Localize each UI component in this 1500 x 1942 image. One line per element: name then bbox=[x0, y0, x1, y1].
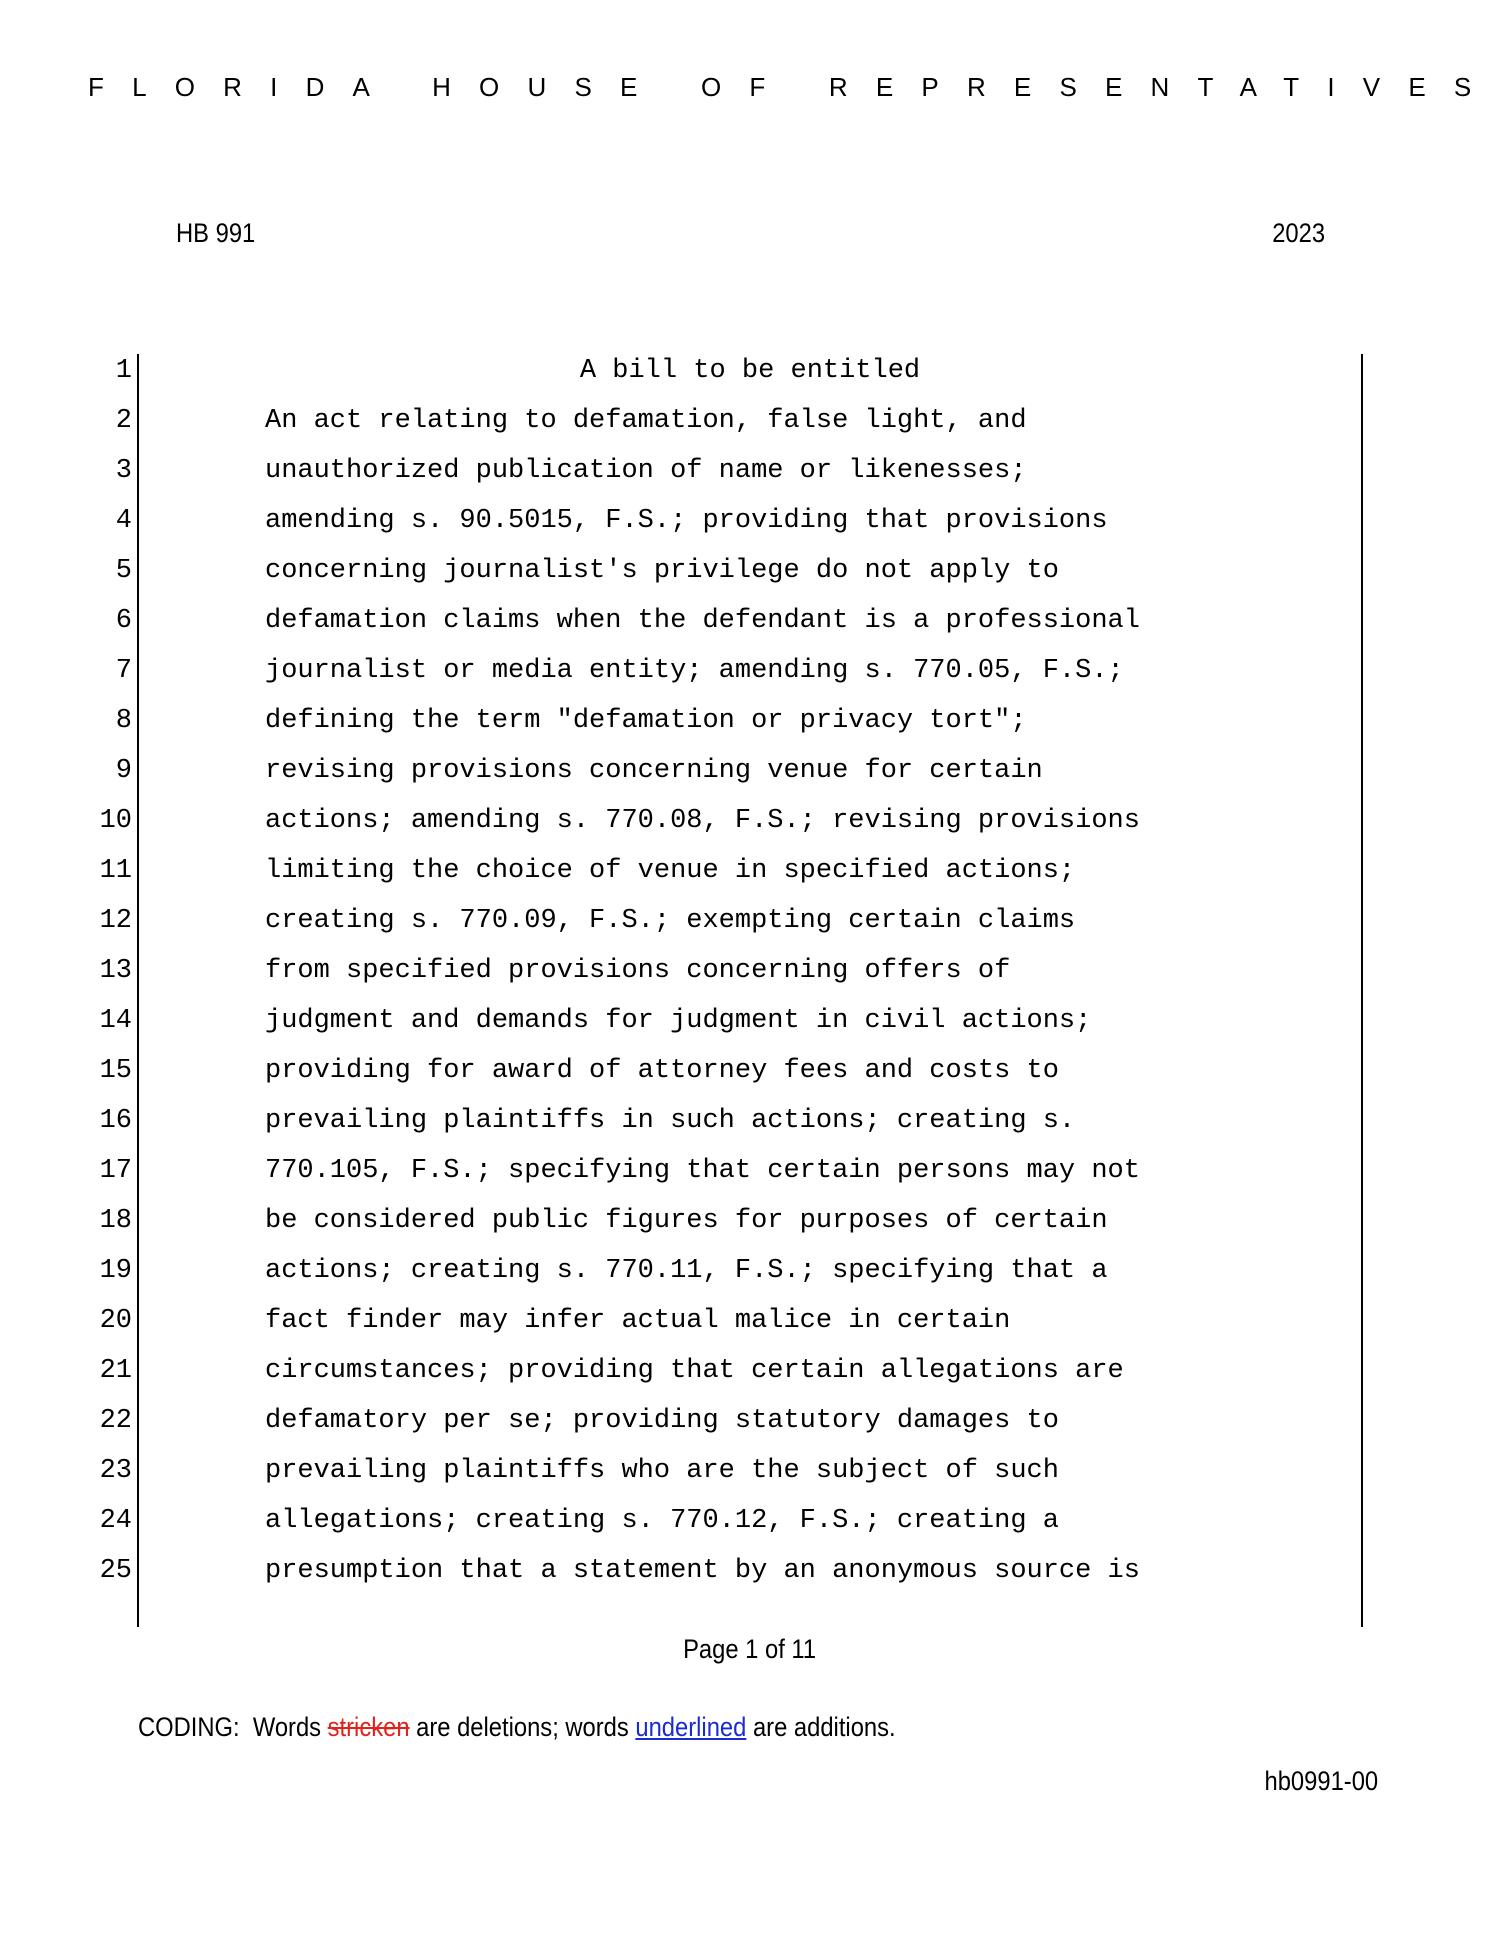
line-number: 20 bbox=[99, 1306, 132, 1336]
line-text: prevailing plaintiffs who are the subject of such bbox=[265, 1456, 1059, 1486]
line-number: 15 bbox=[99, 1056, 132, 1086]
bill-line bbox=[0, 504, 1500, 554]
line-text: amending s. 90.5015, F.S.; providing that provisions bbox=[265, 506, 1108, 536]
line-number: 1 bbox=[115, 356, 132, 386]
bill-line bbox=[0, 754, 1500, 804]
page-indicator bbox=[0, 1632, 1500, 1666]
line-text: An act relating to defamation, false light, and bbox=[265, 406, 1027, 436]
line-number: 6 bbox=[115, 606, 132, 636]
line-text: defining the term "defamation or privacy tort"; bbox=[265, 706, 1027, 736]
line-number: 2 bbox=[115, 406, 132, 436]
underlined-example: underlined bbox=[635, 1712, 747, 1742]
bill-line bbox=[0, 354, 1500, 404]
line-text: from specified provisions concerning offers of bbox=[265, 956, 1011, 986]
bill-number: HB 991 bbox=[176, 218, 256, 248]
bill-line bbox=[0, 1304, 1500, 1354]
line-number: 25 bbox=[99, 1556, 132, 1586]
line-number: 8 bbox=[115, 706, 132, 736]
document-code: hb0991-00 bbox=[1264, 1766, 1378, 1796]
coding-suffix: are additions. bbox=[746, 1712, 896, 1742]
line-text: defamation claims when the defendant is a professional bbox=[265, 606, 1140, 636]
line-number: 9 bbox=[115, 756, 132, 786]
line-text: prevailing plaintiffs in such actions; creating s. bbox=[265, 1106, 1076, 1136]
bill-line bbox=[0, 654, 1500, 704]
stricken-example: stricken bbox=[327, 1712, 410, 1742]
line-text: concerning journalist's privilege do not apply to bbox=[265, 556, 1059, 586]
bill-year: 2023 bbox=[1272, 218, 1325, 248]
bill-line bbox=[0, 804, 1500, 854]
line-text: journalist or media entity; amending s. 770.05, F.S.; bbox=[265, 656, 1124, 686]
coding-prefix: CODING: Words bbox=[138, 1712, 328, 1742]
bill-line bbox=[0, 904, 1500, 954]
bill-line bbox=[0, 704, 1500, 754]
line-number: 13 bbox=[99, 956, 132, 986]
line-number: 4 bbox=[115, 506, 132, 536]
line-text: actions; amending s. 770.08, F.S.; revising provisions bbox=[265, 806, 1140, 836]
line-text: defamatory per se; providing statutory damages to bbox=[265, 1406, 1059, 1436]
line-number: 10 bbox=[99, 806, 132, 836]
line-text: A bill to be entitled bbox=[579, 356, 921, 386]
line-number: 11 bbox=[99, 856, 132, 886]
line-number: 16 bbox=[99, 1106, 132, 1136]
line-text: unauthorized publication of name or likenesses; bbox=[265, 456, 1027, 486]
line-text: circumstances; providing that certain allegations are bbox=[265, 1356, 1124, 1386]
line-text: revising provisions concerning venue for certain bbox=[265, 756, 1043, 786]
page-number: Page 1 of 11 bbox=[683, 1634, 817, 1664]
line-number: 12 bbox=[99, 906, 132, 936]
bill-line bbox=[0, 1554, 1500, 1604]
bill-line bbox=[0, 1104, 1500, 1154]
bill-line bbox=[0, 1254, 1500, 1304]
line-number: 24 bbox=[99, 1506, 132, 1536]
bill-line bbox=[0, 554, 1500, 604]
line-number: 17 bbox=[99, 1156, 132, 1186]
bill-line bbox=[0, 1404, 1500, 1454]
bill-line bbox=[0, 454, 1500, 504]
line-text: judgment and demands for judgment in civil actions; bbox=[265, 1006, 1092, 1036]
line-text: presumption that a statement by an anonymous source is bbox=[265, 1556, 1140, 1586]
bill-line bbox=[0, 604, 1500, 654]
line-text: be considered public figures for purposes of certain bbox=[265, 1206, 1108, 1236]
bill-line bbox=[0, 1154, 1500, 1204]
line-number: 14 bbox=[99, 1006, 132, 1036]
bill-text bbox=[0, 354, 1500, 1604]
line-text: providing for award of attorney fees and costs to bbox=[265, 1056, 1059, 1086]
bill-line bbox=[0, 1004, 1500, 1054]
line-text: allegations; creating s. 770.12, F.S.; creating a bbox=[265, 1506, 1059, 1536]
bill-line bbox=[0, 1204, 1500, 1254]
line-text: fact finder may infer actual malice in certain bbox=[265, 1306, 1011, 1336]
line-number: 19 bbox=[99, 1256, 132, 1286]
line-text: creating s. 770.09, F.S.; exempting certain claims bbox=[265, 906, 1076, 936]
line-text: actions; creating s. 770.11, F.S.; specifying that a bbox=[265, 1256, 1108, 1286]
bill-line bbox=[0, 1504, 1500, 1554]
line-number: 21 bbox=[99, 1356, 132, 1386]
coding-middle: are deletions; words bbox=[409, 1712, 636, 1742]
line-number: 7 bbox=[115, 656, 132, 686]
chamber-header: FLORIDA HOUSE OF REPRESENTATIVES bbox=[88, 72, 1500, 102]
bill-line bbox=[0, 1454, 1500, 1504]
line-number: 3 bbox=[115, 456, 132, 486]
bill-line bbox=[0, 954, 1500, 1004]
line-number: 18 bbox=[99, 1206, 132, 1236]
bill-line bbox=[0, 1354, 1500, 1404]
bill-line bbox=[0, 854, 1500, 904]
line-number: 23 bbox=[99, 1456, 132, 1486]
line-number: 22 bbox=[99, 1406, 132, 1436]
bill-line bbox=[0, 1054, 1500, 1104]
coding-legend bbox=[138, 1710, 896, 1744]
bill-line bbox=[0, 404, 1500, 454]
line-text: 770.105, F.S.; specifying that certain persons may not bbox=[265, 1156, 1140, 1186]
line-number: 5 bbox=[115, 556, 132, 586]
line-text: limiting the choice of venue in specified actions; bbox=[265, 856, 1076, 886]
